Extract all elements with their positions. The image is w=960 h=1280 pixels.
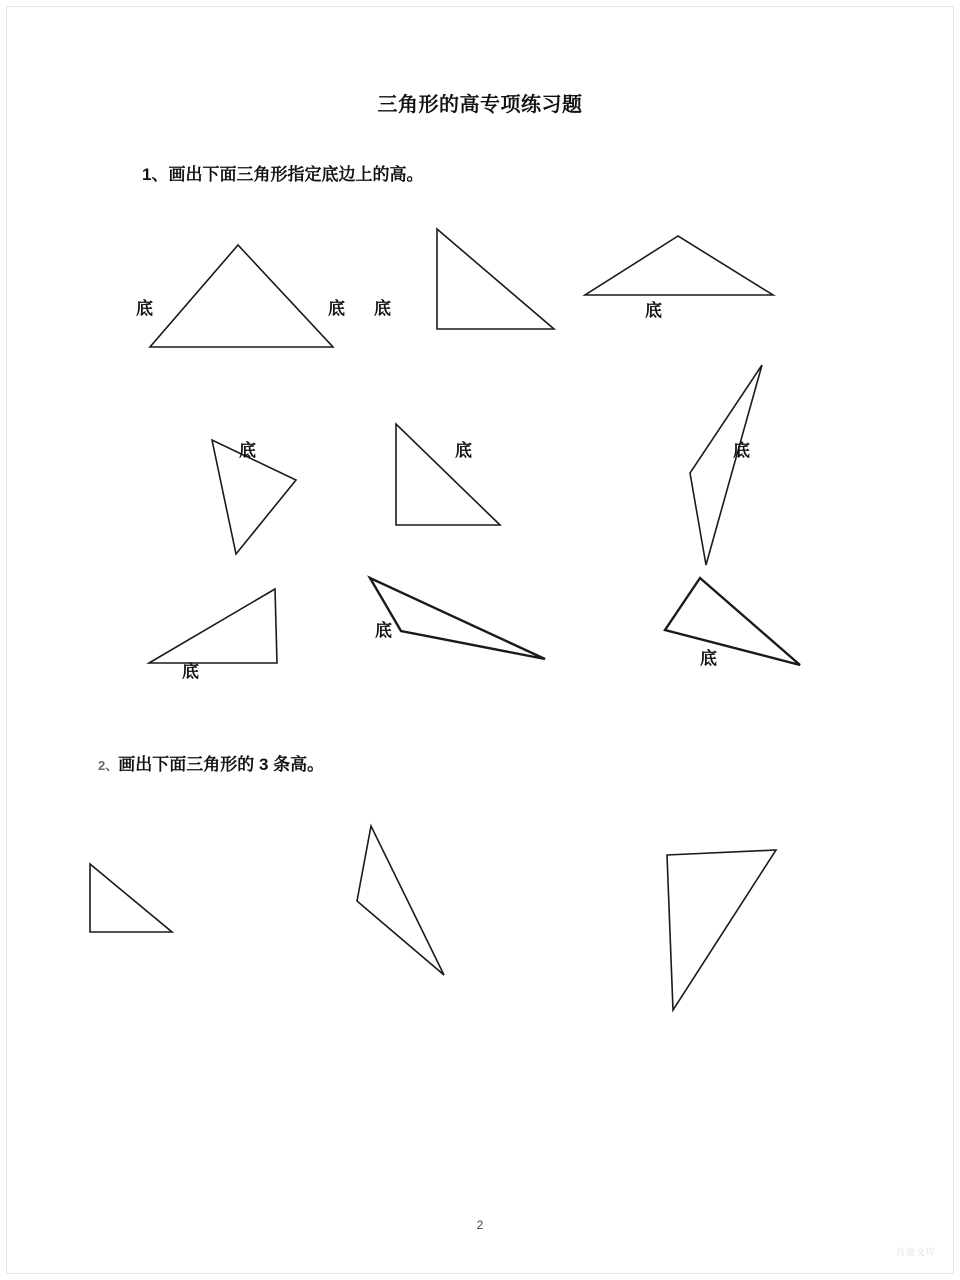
page-title: 三角形的高专项练习题 <box>377 94 583 116</box>
base-label: 底 <box>455 441 472 460</box>
question-2-text: 画出下面三角形的 3 条高。 <box>118 755 325 774</box>
base-label: 底 <box>239 441 256 460</box>
base-label: 底 <box>374 299 391 318</box>
question-2-number: 2、 <box>98 758 119 773</box>
base-label: 底 <box>700 649 717 668</box>
triangle <box>665 578 800 668</box>
triangle <box>370 578 545 659</box>
triangle <box>150 245 333 347</box>
page-number: 2 <box>476 1218 484 1232</box>
watermark: 百度文库 <box>895 1247 936 1257</box>
triangle <box>357 826 444 975</box>
section-2-triangles <box>90 826 776 1010</box>
triangle <box>667 850 776 1010</box>
triangle <box>149 589 277 663</box>
triangle <box>90 864 172 932</box>
base-label: 底 <box>733 441 750 460</box>
question-1-heading: 1、画出下面三角形指定底边上的高。 <box>142 165 424 184</box>
base-label: 底 <box>182 662 199 681</box>
base-label: 底 <box>375 621 392 640</box>
triangle <box>437 229 554 329</box>
base-label: 底 <box>328 299 345 318</box>
base-label: 底 <box>136 299 153 318</box>
triangle <box>585 236 773 295</box>
base-label: 底 <box>645 301 662 320</box>
triangle <box>690 365 762 565</box>
triangle <box>396 424 500 525</box>
